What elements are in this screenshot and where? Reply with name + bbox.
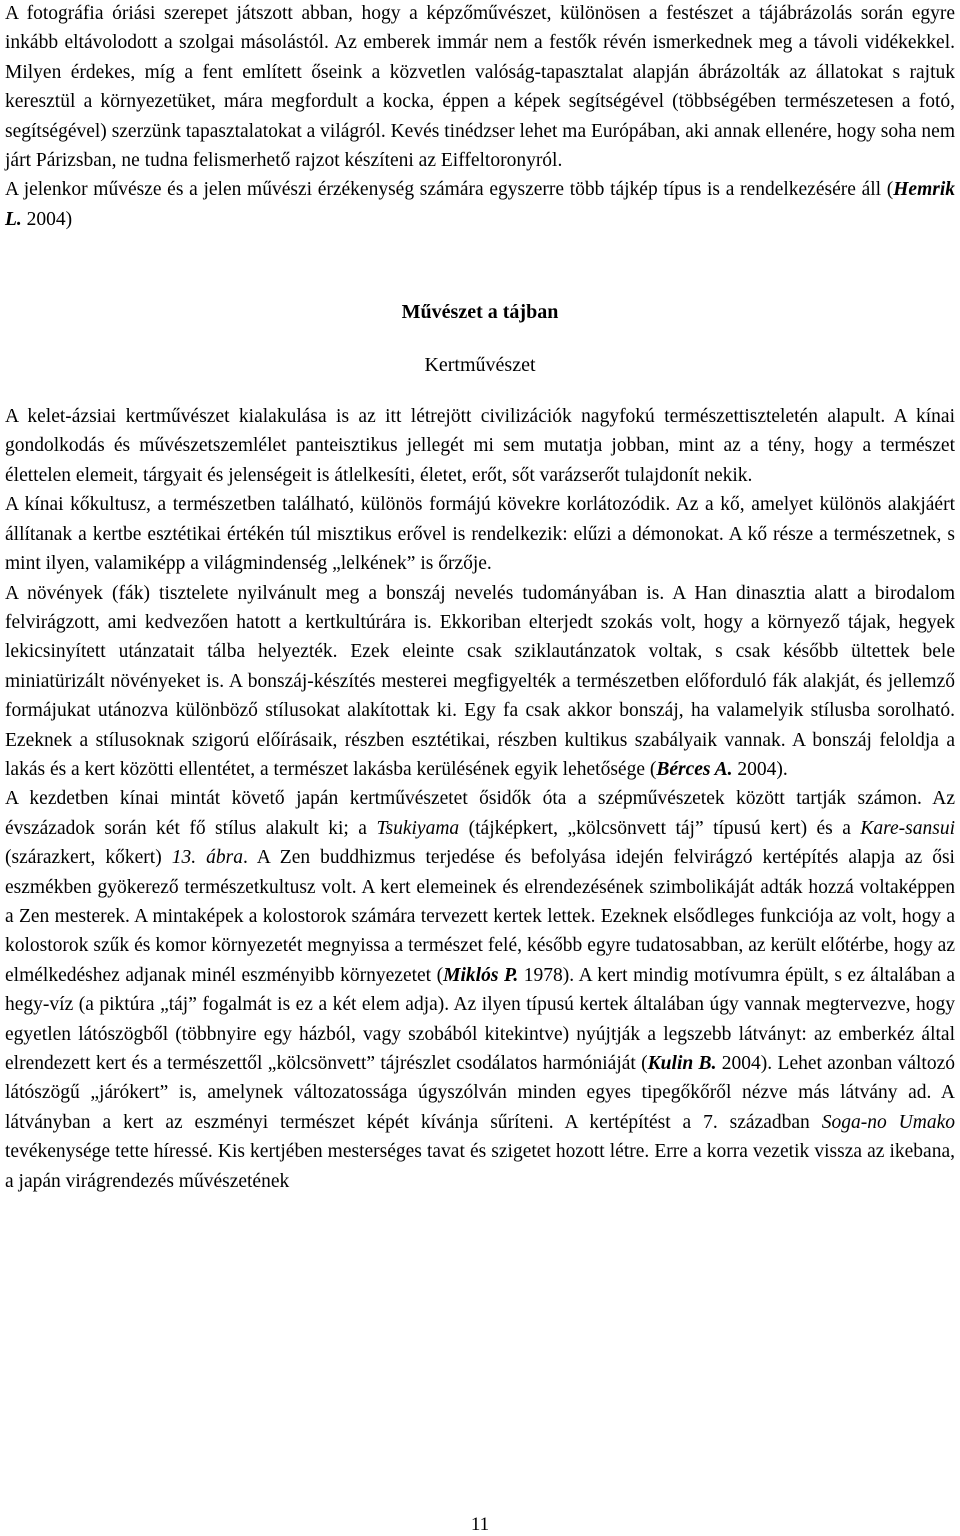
section-title: Művészet a tájban xyxy=(401,301,559,324)
paragraph-text: 1978). A kert mindig motívumra épült, s ez általában a hegy-víz (a piktúra „táj” fogalmát is ez a két elem adja). Az ilyen típusú kertek általában úgy vannak megtervezve, hogy egyetlen látószögből (többnyire egy házból, vagy szobából kitekintve) nyújtják a legszebb látványt: az emberkéz által elrendezett kert és a természettől „kölcsönvett” tájrészlet csodálatos harmóniáját ( xyxy=(5,964,955,1074)
paragraph-text: (tájképkert, „kölcsönvett táj” típusú kert) és a xyxy=(459,817,861,839)
paragraph-text: 2004). Lehet azonban változó látószögű „járókert” is, amelynek változatossága úgyszólván minden egyes tipegőkőről nézve más látvány ad. A látványban a kert az eszményi természet képét kívánja sűríteni. A kertépítést a 7. században xyxy=(5,1053,955,1133)
figure-reference: 13. ábra xyxy=(171,847,243,869)
paragraph-text: (szárazkert, kőkert) xyxy=(5,847,172,869)
citation-author: Hemrik L. xyxy=(5,179,955,230)
paragraph-text: A növények (fák) tisztelete nyilvánult meg a bonszáj nevelés tudományában is. A Han dinasztia alatt a birodalom felvirágzott, ami kedvezően hatott a kertkultúrára is. Ekkoriban elterjedt szokás volt, hogy a környező tájak, hegyek lekicsinyített utánzatait tálba helyezték. Ezek eleinte csak sziklautánzatok voltak, s csak később ültettek bele miniatürizált növényeket is. A bonszáj-készítés mesterei megfigyelték a természetben előforduló fák alakját, és jellemző formájukat utánozva különböző stílusokat alakítottak ki. Egy fa csak akkor bonszáj, ha valamelyik stílusba sorolható. Ezeknek a stílusoknak szigorú előírásaik, részben esztétikai, részben kultikus szabályaik vannak. A bonszáj feloldja a lakás és a kert közötti ellentétet, a természet lakásba kerülésének egyik lehetősége ( xyxy=(5,582,955,780)
intro-paragraph-photography: A fotográfia óriási szerepet játszott abban, hogy a képzőművészet, különösen a festészet a tájábrázolás során egyre inkább eltávolodott a szolgai másolástól. Az emberek immár nem a festők révén ismerkednek meg a távoli vidékekkel. Milyen érdekes, míg a fent említett őseink a közvetlen valóság-tapasztalat alapján ábrázolták az állatokat s rajtuk keresztül a környezetüket, mára megfordult a kocka, éppen a képek segítségével (többségében természetesen a fotó, segítségével) szerzünk tapasztalatokat a világról. Kevés tinédzser lehet ma Európában, aki annak ellenére, hogy soha nem járt Párizsban, ne tudna felismerhető rajzot készíteni az Eiffeltoronyról. xyxy=(5,3,955,172)
paragraph-bonsai xyxy=(5,579,955,785)
citation-year: 2004). xyxy=(732,758,788,780)
paragraph-east-asian-garden: A kelet-ázsiai kertművészet kialakulása is az itt létrejött civilizációk nagyfokú természettiszteletén alapult. A kínai gondolkodás és művészetszemlélet panteisztikus jellegét mi sem mutatja jobban, mint az a tény, hogy a természet élettelen elemeit, tárgyait és jelenségeit is átlelkesíti, életet, erőt, sőt varázserőt tulajdonít nekik. xyxy=(5,406,955,486)
paragraph-text: A jelenkor művésze és a jelen művészi érzékenység számára egyszerre több tájkép típus is a rendelkezésére áll ( xyxy=(5,179,894,201)
term-tsukiyama: Tsukiyama xyxy=(376,817,460,839)
paragraph-text: tevékenysége tette híressé. Kis kertjében mesterséges tavat és szigetet hozott létre. Erre a korra vezetik vissza az ikebana, a japán virágrendezés művészetének xyxy=(5,1141,955,1192)
paragraph-japanese-garden xyxy=(5,784,955,1196)
document-page xyxy=(5,0,955,1196)
intro-paragraph-contemporary xyxy=(5,175,955,234)
citation-author: Kulin B. xyxy=(647,1053,717,1074)
citation-year: 2004) xyxy=(21,208,73,230)
citation-author: Bérces A. xyxy=(656,758,733,780)
term-kare-sansui: Kare-sansui xyxy=(860,817,956,839)
paragraph-text: . A Zen buddhizmus terjedése és befolyása idején felvirágzó kertépítés alapja az ősi eszmékben gyökerező természetkultusz volt. A kert elemeinek és elrendezésének szimbolikáját adták hozzá voltaképpen a Zen mesterek. A mintaképek a kolostorok számára tervezett kertek lettek. Ezeknek elsődleges funkciója az volt, hogy a kolostorok szűk és komor környezetét megnyissa a természet felé, később egyre tudatosabban, az került előtérbe, hogy az elmélkedéshez adjanak minél eszményibb környezetet ( xyxy=(5,847,955,986)
citation-author: Miklós P. xyxy=(443,964,519,986)
section-subtitle: Kertművészet xyxy=(424,353,536,376)
paragraph-stone-cult: A kínai kőkultusz, a természetben található, különös formájú kövekre korlátozódik. Az a kő, amelyet különös alakjáért állítanak a kertbe esztétikai értékén túl misztikus erővel is rendelkezik: elűzi a démonokat. A kő része a természetnek, s mint ilyen, valamiképp a világmindenség „lelkének” is őrzője. xyxy=(5,494,955,575)
person-name: Soga-no Umako xyxy=(821,1111,955,1133)
paragraph-text: A kezdetben kínai mintát követő japán kertművészetet ősidők óta a szépművészetek között tartják számon. Az évszázadok során két fő stílus alakult ki; a xyxy=(5,788,955,839)
page-number: 11 xyxy=(470,1514,490,1535)
